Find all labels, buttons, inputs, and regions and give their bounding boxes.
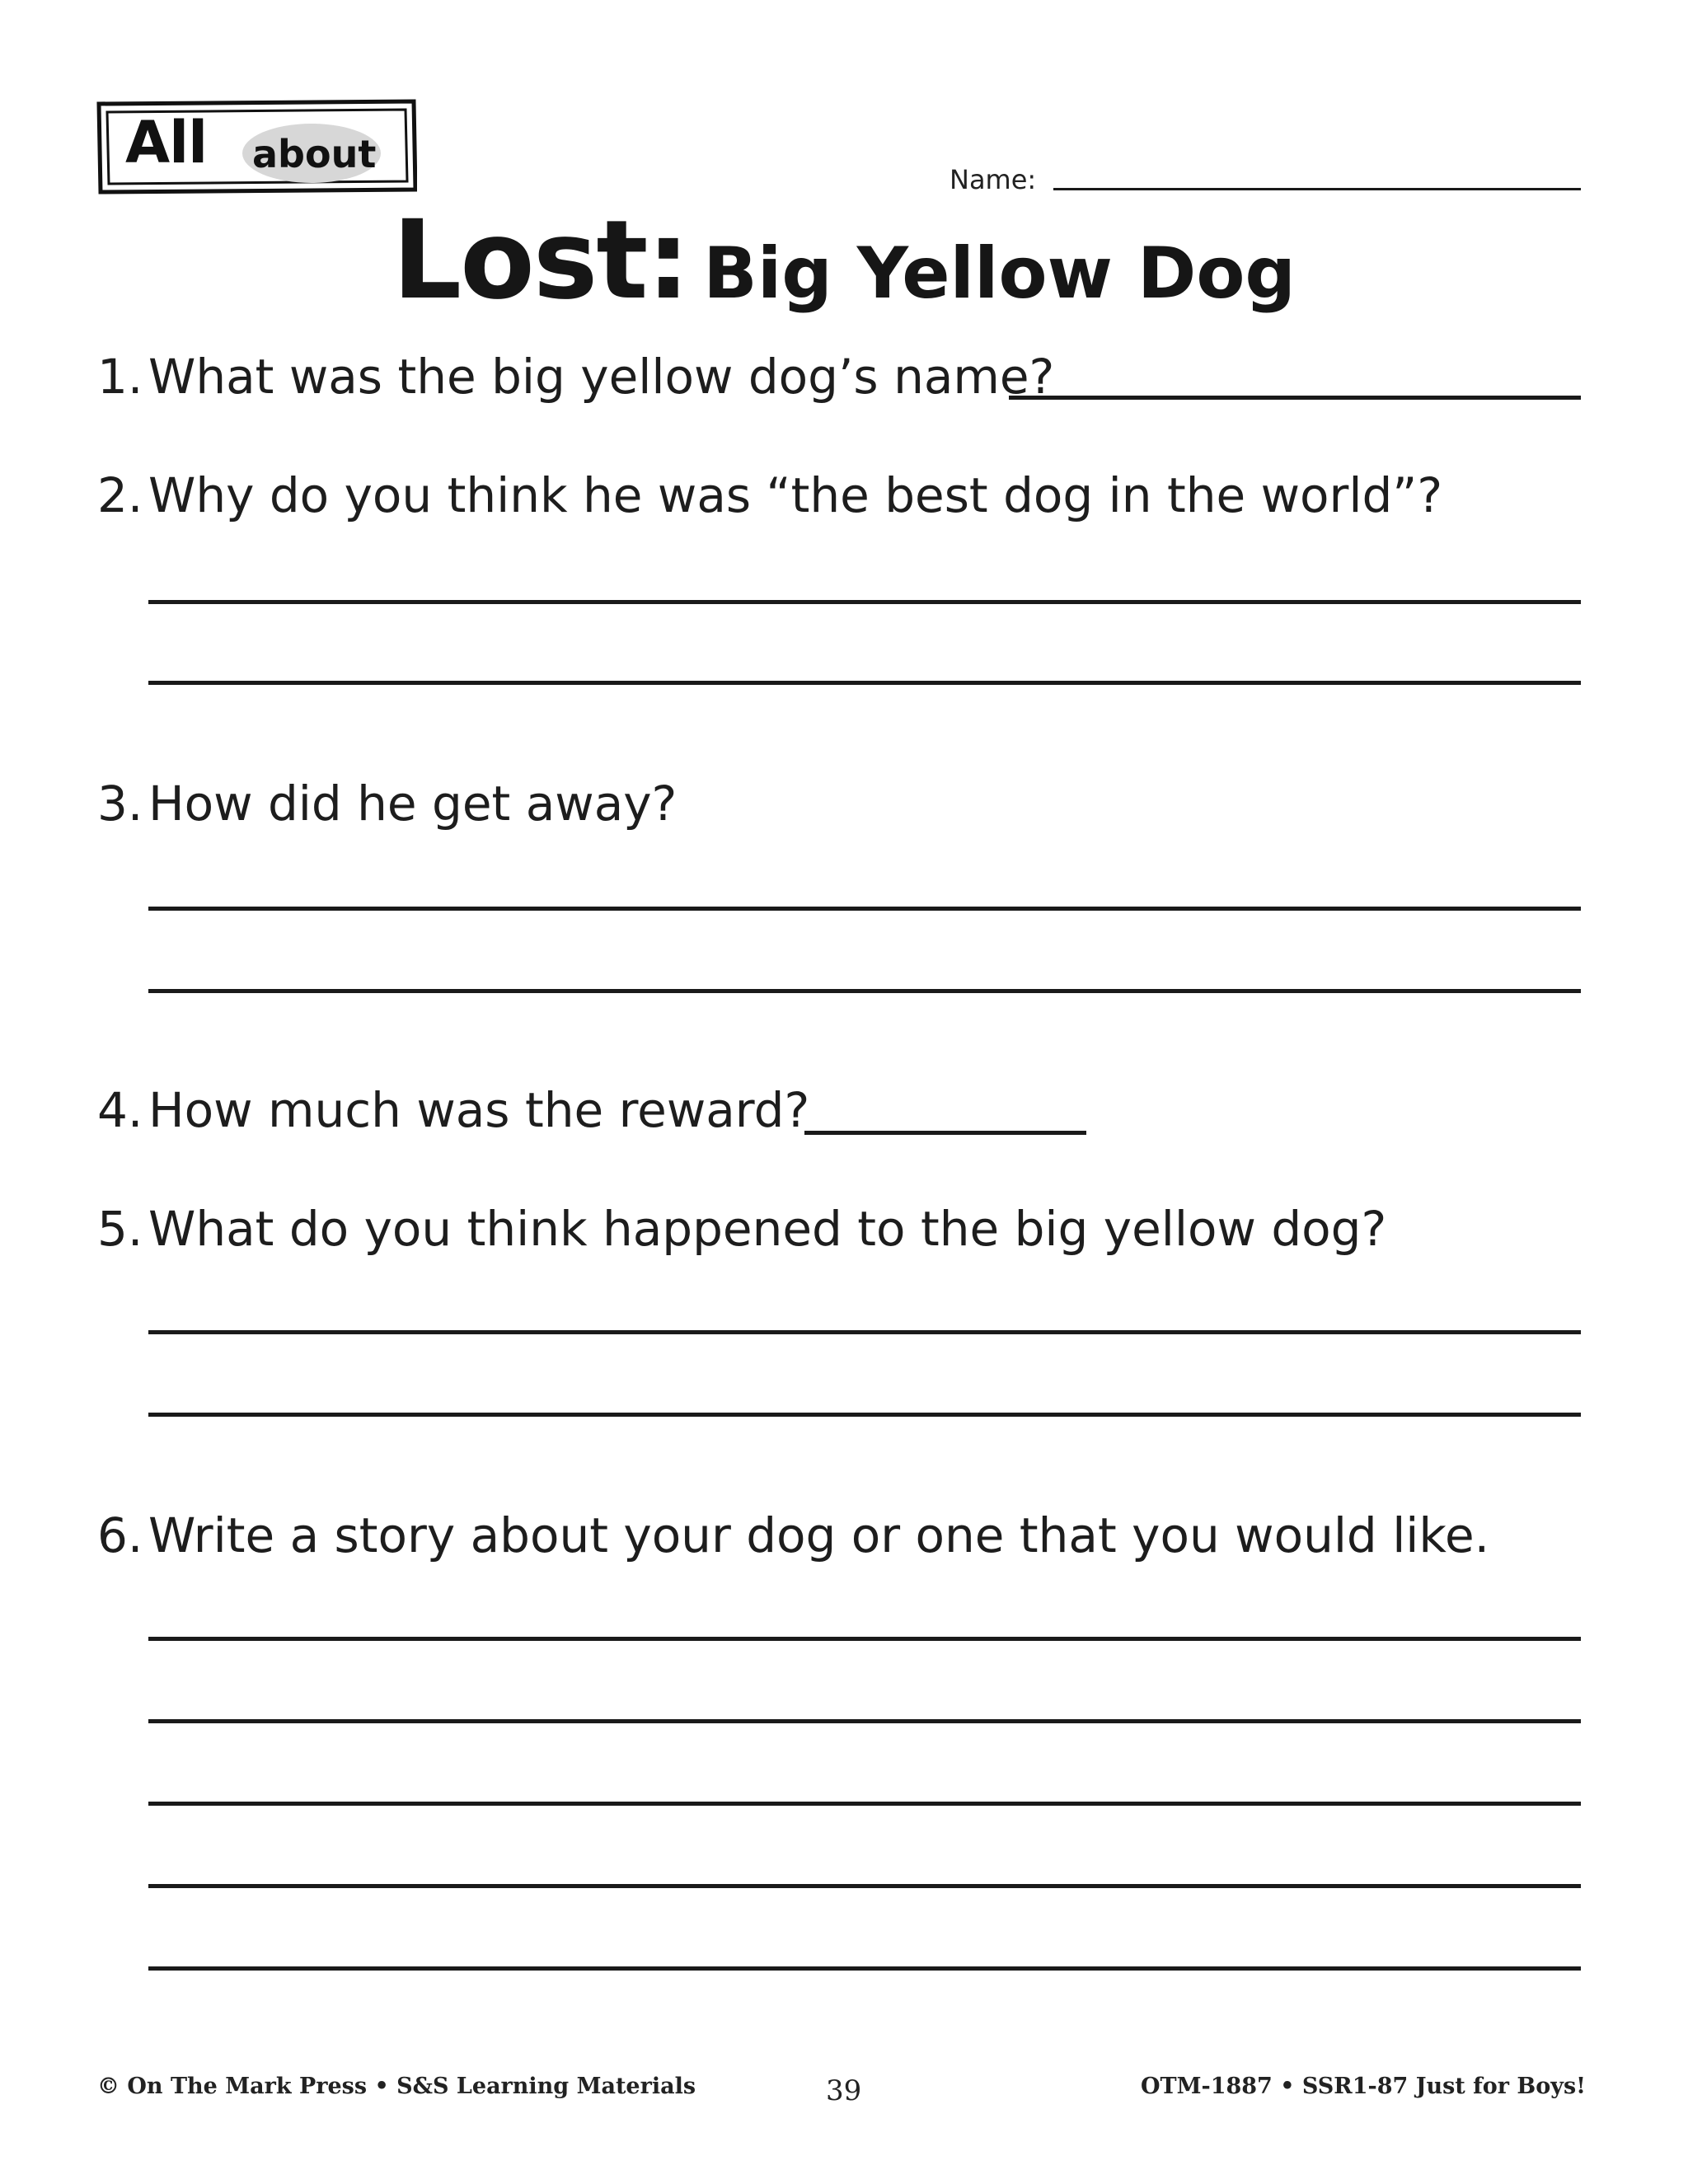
question-text: What was the big yellow dog’s name? xyxy=(148,349,1055,405)
badge-about-text: about xyxy=(252,132,377,176)
page-title xyxy=(0,197,1688,324)
name-field-line[interactable] xyxy=(1053,188,1581,190)
answer-line[interactable] xyxy=(148,989,1581,993)
question-number: 5. xyxy=(97,1201,143,1257)
question-number: 3. xyxy=(97,776,143,832)
answer-line[interactable] xyxy=(148,600,1581,604)
question-5 xyxy=(97,1201,1387,1257)
title-subject: Big Yellow Dog xyxy=(703,232,1296,315)
footer-publisher: © On The Mark Press • S&S Learning Materials xyxy=(97,2074,696,2099)
answer-line[interactable] xyxy=(148,1719,1581,1723)
question-number: 2. xyxy=(97,467,143,523)
question-2 xyxy=(97,467,1443,523)
answer-line[interactable] xyxy=(804,1131,1086,1135)
question-6 xyxy=(97,1507,1490,1563)
question-text: How much was the reward? xyxy=(148,1082,810,1138)
question-1 xyxy=(97,349,1055,405)
question-number: 6. xyxy=(97,1507,143,1563)
question-number: 4. xyxy=(97,1082,143,1138)
answer-line[interactable] xyxy=(148,1330,1581,1334)
page-number: 39 xyxy=(826,2074,862,2107)
answer-line[interactable] xyxy=(148,907,1581,911)
answer-line[interactable] xyxy=(148,1966,1581,1971)
question-number: 1. xyxy=(97,349,143,405)
answer-line[interactable] xyxy=(148,681,1581,685)
question-text: What do you think happened to the big yellow dog? xyxy=(148,1201,1387,1257)
question-3 xyxy=(97,776,678,832)
answer-line[interactable] xyxy=(148,1884,1581,1888)
question-text: Write a story about your dog or one that you would like. xyxy=(148,1507,1490,1563)
badge-all-text: All xyxy=(125,109,208,176)
question-text: Why do you think he was “the best dog in the world”? xyxy=(148,467,1443,523)
answer-line[interactable] xyxy=(1009,396,1581,400)
all-about-badge xyxy=(96,99,417,194)
question-4 xyxy=(97,1082,810,1138)
answer-line[interactable] xyxy=(148,1413,1581,1417)
footer-product-code: OTM-1887 • SSR1-87 Just for Boys! xyxy=(1140,2074,1586,2099)
question-text: How did he get away? xyxy=(148,776,678,832)
title-lost: Lost: xyxy=(392,197,689,324)
answer-line[interactable] xyxy=(148,1637,1581,1641)
name-label: Name: xyxy=(950,164,1037,195)
answer-line[interactable] xyxy=(148,1802,1581,1806)
